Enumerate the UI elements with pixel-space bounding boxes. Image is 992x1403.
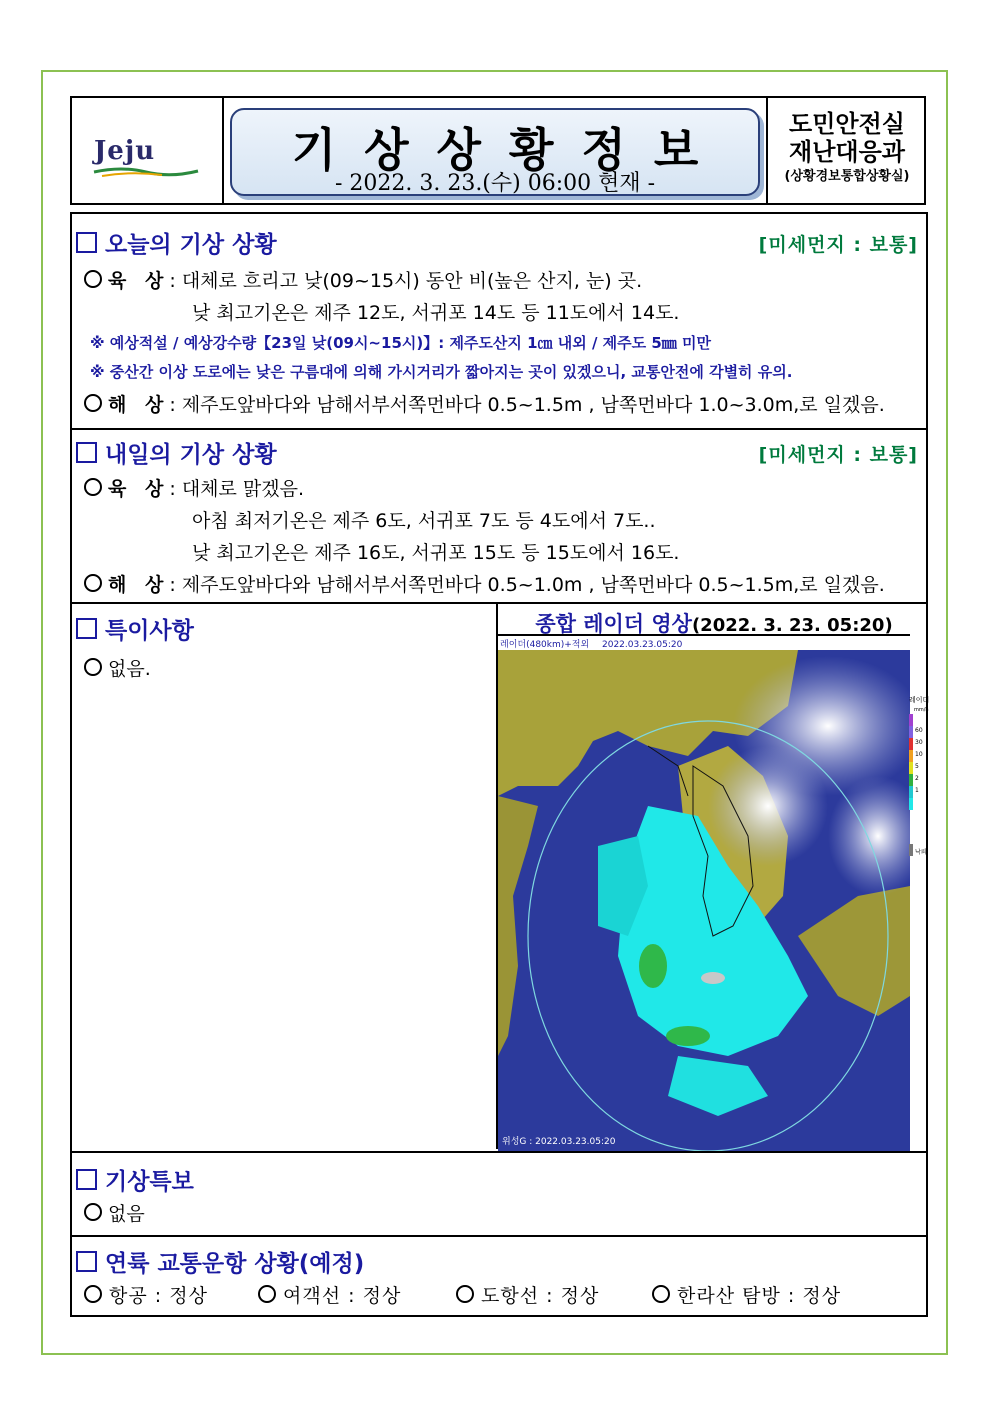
dept-room: (상황경보통합상황실): [784, 169, 910, 184]
circle-bullet-icon: [84, 658, 102, 676]
radar-image: [498, 634, 910, 1151]
legend-lightning: 낙뢰: [915, 849, 927, 856]
legend-value: 30: [915, 739, 923, 746]
circle-bullet-icon: [84, 574, 102, 592]
special-section: [70, 602, 928, 1151]
radar-caption-time: 2022.03.23.05:20: [602, 640, 683, 650]
traffic-ferry: 여객선 : 정상: [258, 1281, 401, 1308]
checkbox-icon: [76, 232, 97, 253]
radar-title: 종합 레이더 영상(2022. 3. 23. 05:20): [535, 612, 893, 636]
department: [766, 98, 926, 203]
tomorrow-sea: 해 상: 제주도앞바다와 남해서부서쪽먼바다 0.5~1.0m , 남쪽먼바다 0.5~1.5m,로 일겠음.: [84, 570, 885, 597]
today-land-temp: 낮 최고기온은 제주 12도, 서귀포 14도 등 11도에서 14도.: [192, 302, 680, 324]
report-header: [70, 96, 926, 205]
legend-value: 60: [915, 727, 923, 734]
jeju-logo: [72, 98, 224, 203]
tomorrow-land: 육 상: 대체로 맑겠음.: [84, 474, 304, 501]
dept-office: 도민안전실: [789, 110, 905, 138]
tomorrow-section: [70, 428, 928, 602]
circle-bullet-icon: [84, 270, 102, 288]
logo-text: Jeju: [94, 136, 156, 166]
legend-unit: mm/h: [914, 707, 929, 713]
report-datetime: - 2022. 3. 23.(수) 06:00 현재 -: [334, 171, 656, 196]
traffic-hallasan: 한라산 탐방 : 정상: [652, 1281, 841, 1308]
radar-caption-bottom: 위성G : 2022.03.23.05:20: [502, 1137, 616, 1147]
circle-bullet-icon: [456, 1285, 474, 1303]
warning-title: 기상특보: [76, 1163, 194, 1196]
warning-section: [70, 1151, 928, 1235]
circle-bullet-icon: [84, 1203, 102, 1221]
traffic-air: 항공 : 정상: [84, 1281, 208, 1308]
tomorrow-day-temp: 낮 최고기온은 제주 16도, 서귀포 15도 등 15도에서 16도.: [192, 542, 680, 564]
legend-value: 10: [915, 751, 923, 758]
circle-bullet-icon: [84, 394, 102, 412]
checkbox-icon: [76, 1251, 97, 1272]
today-note-road: ※ 중산간 이상 도로에는 낮은 구름대에 의해 가시거리가 짧아지는 곳이 있겠으니, 교통안전에 각별히 유의.: [90, 363, 793, 381]
tomorrow-morning-temp: 아침 최저기온은 제주 6도, 서귀포 7도 등 4도에서 7도..: [192, 510, 656, 532]
traffic-title: 연륙 교통운항 상황(예정): [76, 1245, 364, 1278]
special-item: 없음.: [84, 654, 151, 681]
checkbox-icon: [76, 1169, 97, 1190]
tomorrow-title: 내일의 기상 상황: [76, 436, 277, 469]
dept-division: 재난대응과: [789, 138, 905, 166]
today-title: 오늘의 기상 상황: [76, 226, 277, 259]
title-banner: [230, 108, 760, 196]
today-note-precip: ※ 예상적설 / 예상강수량【23일 낮(09시~15시)】: 제주도산지 1㎝ 내외 / 제주도 5㎜ 미만: [90, 334, 712, 352]
legend-value: 1: [915, 787, 919, 794]
tomorrow-dust-badge: [미세먼지 : 보통]: [758, 444, 918, 466]
warning-item: 없음: [84, 1199, 145, 1226]
traffic-island-ferry: 도항선 : 정상: [456, 1281, 599, 1308]
legend-title: 레이더: [909, 696, 930, 704]
legend-value: 5: [915, 763, 919, 770]
logo-swoosh-icon: [92, 166, 200, 178]
checkbox-icon: [76, 442, 97, 463]
today-sea: 해 상: 제주도앞바다와 남해서부서쪽먼바다 0.5~1.5m , 남쪽먼바다 1.0~3.0m,로 일겠음.: [84, 390, 885, 417]
legend-value: 2: [915, 775, 919, 782]
circle-bullet-icon: [652, 1285, 670, 1303]
checkbox-icon: [76, 618, 97, 639]
radar-caption-top: 레이더(480km)+적외: [500, 640, 590, 650]
today-section: [70, 212, 928, 428]
special-title: 특이사항: [76, 612, 194, 645]
circle-bullet-icon: [84, 478, 102, 496]
traffic-section: [70, 1235, 928, 1317]
today-dust-badge: [미세먼지 : 보통]: [758, 234, 918, 256]
radar-legend: [908, 694, 930, 864]
today-land: 육 상: 대체로 흐리고 낮(09~15시) 동안 비(높은 산지, 눈) 곳.: [84, 266, 642, 293]
circle-bullet-icon: [84, 1285, 102, 1303]
radar-panel: [496, 604, 930, 1149]
page-title: 기상상황정보: [291, 123, 727, 177]
circle-bullet-icon: [258, 1285, 276, 1303]
